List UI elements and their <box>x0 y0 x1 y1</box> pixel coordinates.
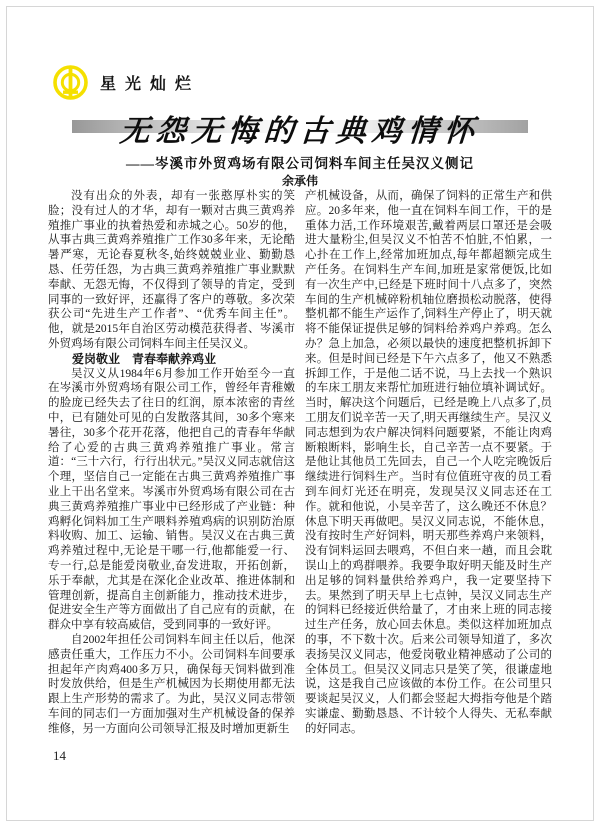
paragraph: 产机械设备，从而，确保了饲料的正常生产和供应。20多年来，他一直在饲料车间工作，干的是重体力活,工作环境艰苦,戴着两层口罩还是会吸进大量粉尘,但吴汉义不怕苦不怕脏,不怕累，一心扑在工作上,经常加班加点,每年都超额完成生产任务。在饲料生产车间,加班是家常便饭,比如有一次生产中,已经是下班时间十八点多了，突然车间的生产机械碎粉机轴位磨损松动脱落，使得整机都不能生产运作了,饲料生产停止了，明天就将不能保证提供足够的饲料给养鸡户养鸡。怎么办？急上加急，必须以最快的速度把整机拆卸下来。但是时间已经是下午六点多了，他又不熟悉拆卸工作，于是他二话不说，马上去找一个熟识的车床工朋友来帮忙加班进行轴位填补调试好。当时，解决这个问题后，已经是晚上八点多了,员工朋友们说辛苦一天了,明天再继续生产。吴汉义同志想到为农户解决饲料问题要紧，不能让肉鸡断粮断料，影响生长，自己辛苦一点不要紧。于是他让其他员工先回去，自己一个人吃完晚饭后继续进行饲料生产。当时有位值班守夜的员工看到车间灯光还在明亮，发现吴汉义同志还在工作。就和他说，小吴辛苦了，这么晚还不休息？休息下明天再做吧。吴汉义同志说，不能休息，没有按时生产好饲料，明天那些养鸡户来领料，没有饲料运回去喂鸡，不但白来一趟，而且会耽误山上的鸡群喂养。我要争取好明天能及时生产出足够的饲料量供给养鸡户，我一定要坚持下去。果然到了明天早上七点钟，吴汉义同志生产的饲料已经接近供给量了，才由来上班的同志接过生产任务，放心回去休息。类似这样加班加点的事，不下数十次。后来公司领导知道了，多次表扬吴汉义同志，他爱岗敬业精神感动了公司的全体员工。但吴汉义同志只是笑了笑，很谦虚地说，这是我自己应该做的本份工作。在公司里只要谈起吴汉义，人们都会竖起大拇指夸他是个踏实谦虚、勤勤恳恳、不计较个人得失、无私奉献的好同志。 <box>305 190 552 735</box>
article-title: 无怨无悔的古典鸡情怀 <box>118 115 481 148</box>
column-left <box>48 189 295 736</box>
paragraph: 没有出众的外表，却有一张憨厚朴实的笑脸；没有过人的才华，却有一颗对古典三黄鸡养殖推广事业的执着热爱和赤城之心。50岁的他，从事古典三黄鸡养殖推广工作30多年来，无论酷暑严寒，无论春夏秋冬,始终兢兢业业、勤勤恳恳、任劳任怨，为古典三黄鸡养殖推广事业默默奉献、无怨无悔，不仅得到了领导的肯定，受到同事的一致好评，还赢得了客户的尊敬。多次荣获公司“先进生产工作者”、“优秀车间主任”。他，就是2015年自治区劳动模范获得者、岑溪市外贸鸡场有限公司饲料车间主任吴汉义。 <box>48 190 295 350</box>
column-right <box>305 189 552 736</box>
section-heading: 爱岗敬业 青春奉献养鸡业 <box>72 351 217 366</box>
article-body <box>48 189 552 736</box>
paragraph: 自2002年担任公司饲料车间主任以后，他深感责任重大，工作压力不小。公司饲料车间要承担起年产肉鸡400多万只，确保每天饲料做到准时发放供给，但是生产机械因为长期使用都无法跟上生产形势的需求了。为此，吴汉义同志带领车间的同志们一方面加强对生产机械设备的保养维修，另一方面向公司领导汇报及时增加更新生 <box>48 633 295 735</box>
masthead <box>52 64 200 101</box>
page-number: 14 <box>53 748 66 763</box>
article-subtitle: ——岑溪市外贸鸡场有限公司饲料车间主任吴汉义侧记 <box>126 156 474 171</box>
brand-name: 星光灿烂 <box>100 76 201 93</box>
paragraph: 吴汉义从1984年6月参加工作开始至今一直在岑溪市外贸鸡场有限公司工作，曾经年青稚嫩的脸庞已经失去了往日的红润，原本浓密的青丝中，已有随处可见的白发散落其间，30多个寒来暑往，30多个花开花落，他把自己的青春年华献给了心爱的古典三黄鸡养殖推广事业。常言道：“三十六行，行行出状元。”吴汉义同志就信这个理，坚信自己一定能在古典三黄鸡养殖推广事业上干出名堂来。岑溪市外贸鸡场有限公司在古典三黄鸡养殖推广事业中已经形成了产业链：种鸡孵化饲料加工生产喂料养殖鸡病的识别防治原料收购、加工、运输、销售。吴汉义在古典三黄鸡养殖过程中,无论是干哪一行,他都能爱一行、专一行,总是能爱岗敬业,奋发进取，开拓创新，乐于奉献，尤其是在深化企业改革、推进体制和管理创新，提高自主创新能力，推动技术进步，促进安全生产等方面做出了自己应有的贡献，在群众中享有较高威信，受到同事的一致好评。 <box>48 367 295 632</box>
article-author: 余承伟 <box>281 174 318 188</box>
union-emblem-icon <box>52 64 89 101</box>
